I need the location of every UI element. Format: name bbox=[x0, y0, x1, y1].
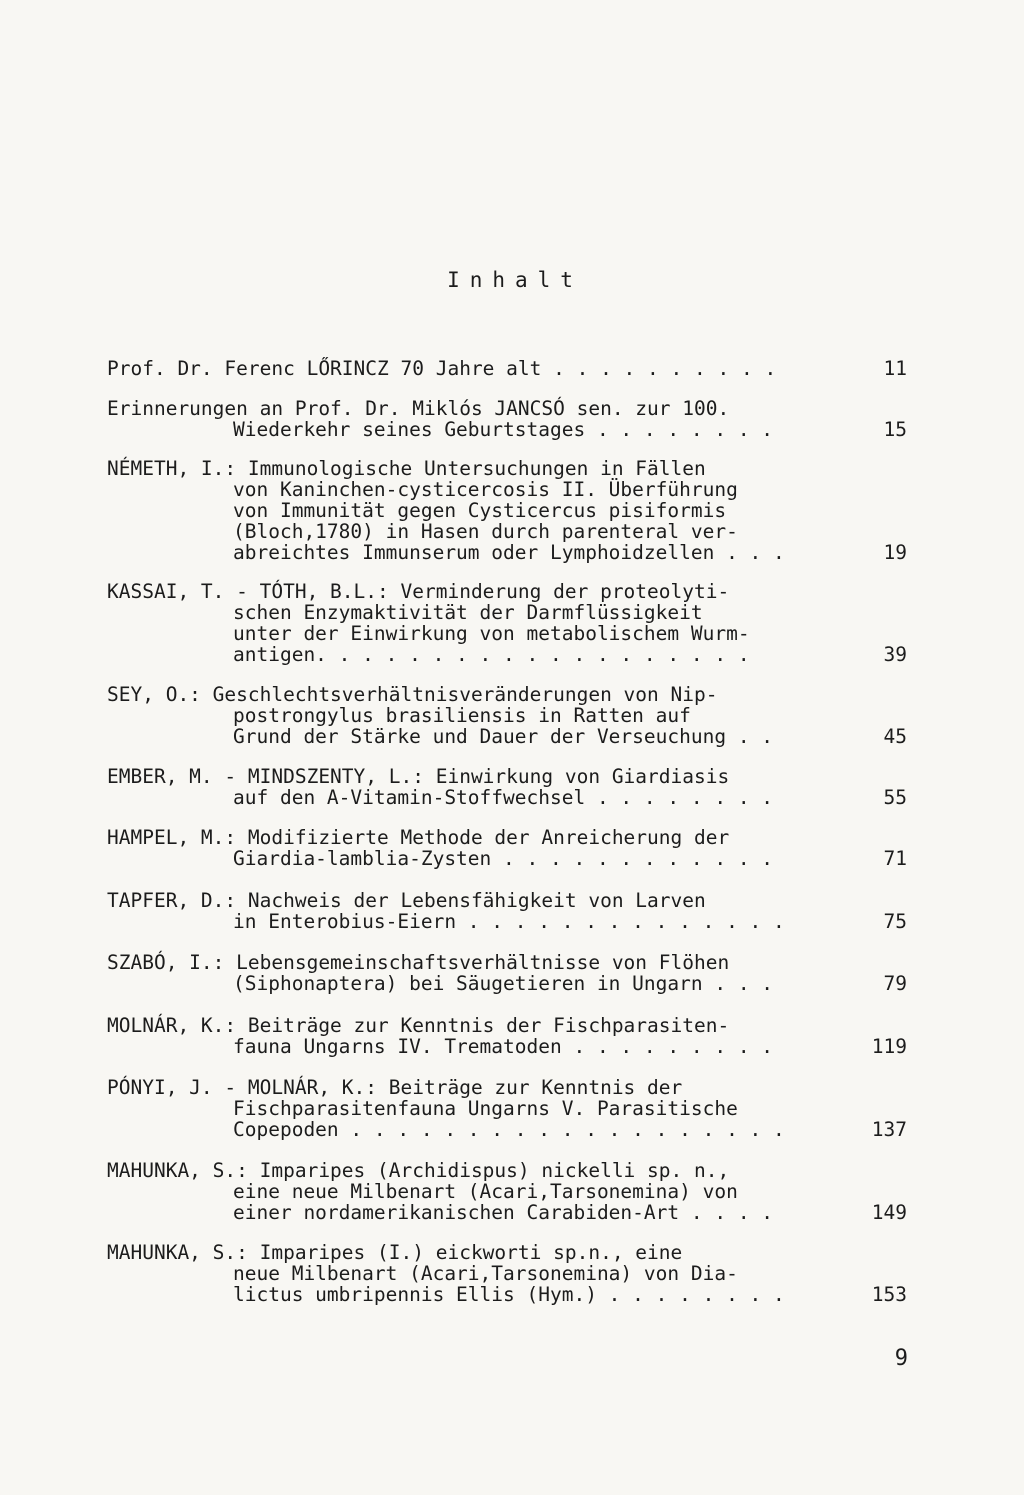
entry-line: von Immunität gegen Cysticercus pisiformis bbox=[233, 499, 727, 522]
page-title: Inhalt bbox=[447, 268, 583, 292]
entry-line: in Enterobius-Eiern . . . . . . . . . . . . . . bbox=[233, 910, 785, 933]
entry-line: MAHUNKA, S.: Imparipes (Archidispus) nickelli sp. n., bbox=[107, 1159, 730, 1182]
entry-line: HAMPEL, M.: Modifizierte Methode der Anreicherung der bbox=[107, 826, 730, 849]
entry-line: MOLNÁR, K.: Beiträge zur Kenntnis der Fischparasiten- bbox=[107, 1014, 730, 1037]
entry-line: lictus umbripennis Ellis (Hym.) . . . . . . . . bbox=[233, 1283, 785, 1306]
page-number: 153 bbox=[871, 1283, 907, 1306]
entry-line: MAHUNKA, S.: Imparipes (I.) eickworti sp.n., eine bbox=[107, 1241, 683, 1264]
entry-line: Fischparasitenfauna Ungarns V. Parasitische bbox=[233, 1097, 738, 1120]
entry-line: fauna Ungarns IV. Trematoden . . . . . . . . . bbox=[233, 1035, 774, 1058]
page-number: 39 bbox=[883, 643, 907, 666]
entry-line: antigen. . . . . . . . . . . . . . . . . . . bbox=[233, 643, 750, 666]
entry-line: (Siphonaptera) bei Säugetieren in Ungarn . . . bbox=[233, 972, 774, 995]
entry-line: einer nordamerikanischen Carabiden-Art . . . . bbox=[233, 1201, 774, 1224]
entry-line: SZABÓ, I.: Lebensgemeinschaftsverhältnisse von Flöhen bbox=[107, 951, 730, 974]
entry-line: neue Milbenart (Acari,Tarsonemina) von Dia- bbox=[233, 1262, 738, 1285]
entry-line: Erinnerungen an Prof. Dr. Miklós JANCSÓ sen. zur 100. bbox=[107, 397, 730, 420]
entry-line: (Bloch,1780) in Hasen durch parenteral ver- bbox=[233, 520, 738, 543]
page-number: 149 bbox=[871, 1201, 907, 1224]
entry-line: NÉMETH, I.: Immunologische Untersuchungen in Fällen bbox=[107, 457, 706, 480]
entry-line: Prof. Dr. Ferenc LŐRINCZ 70 Jahre alt . . . . . . . . . . bbox=[107, 357, 777, 380]
entry-line: postrongylus brasiliensis in Ratten auf bbox=[233, 704, 691, 727]
entry-line: schen Enzymaktivität der Darmflüssigkeit bbox=[233, 601, 703, 624]
page-number: 55 bbox=[883, 786, 907, 809]
entry-line: TAPFER, D.: Nachweis der Lebensfähigkeit von Larven bbox=[107, 889, 706, 912]
entry-line: SEY, O.: Geschlechtsverhältnisveränderungen von Nip- bbox=[107, 683, 718, 706]
page-number: 19 bbox=[883, 541, 907, 564]
entry-line: KASSAI, T. - TÓTH, B.L.: Verminderung der proteolyti- bbox=[107, 580, 730, 603]
page-number: 79 bbox=[883, 972, 907, 995]
entry-line: Grund der Stärke und Dauer der Verseuchung . . bbox=[233, 725, 774, 748]
page-number: 137 bbox=[871, 1118, 907, 1141]
folio-number: 9 bbox=[894, 1346, 908, 1371]
entry-line: EMBER, M. - MINDSZENTY, L.: Einwirkung von Giardiasis bbox=[107, 765, 730, 788]
page-number: 15 bbox=[883, 418, 907, 441]
entry-line: Wiederkehr seines Geburtstages . . . . . . . . bbox=[233, 418, 774, 441]
page-number: 75 bbox=[883, 910, 907, 933]
page-number: 11 bbox=[883, 357, 907, 380]
page-number: 71 bbox=[883, 847, 907, 870]
entry-line: eine neue Milbenart (Acari,Tarsonemina) von bbox=[233, 1180, 738, 1203]
page-number: 45 bbox=[883, 725, 907, 748]
entry-line: abreichtes Immunserum oder Lymphoidzellen . . . bbox=[233, 541, 785, 564]
page-number: 119 bbox=[871, 1035, 907, 1058]
entry-line: unter der Einwirkung von metabolischem Wurm- bbox=[233, 622, 750, 645]
entry-line: Copepoden . . . . . . . . . . . . . . . . . . . bbox=[233, 1118, 785, 1141]
entry-line: von Kaninchen-cysticercosis II. Überführung bbox=[233, 478, 738, 501]
entry-line: PÓNYI, J. - MOLNÁR, K.: Beiträge zur Kenntnis der bbox=[107, 1076, 683, 1099]
entry-line: auf den A-Vitamin-Stoffwechsel . . . . . . . . bbox=[233, 786, 774, 809]
entry-line: Giardia-lamblia-Zysten . . . . . . . . . . . . bbox=[233, 847, 774, 870]
